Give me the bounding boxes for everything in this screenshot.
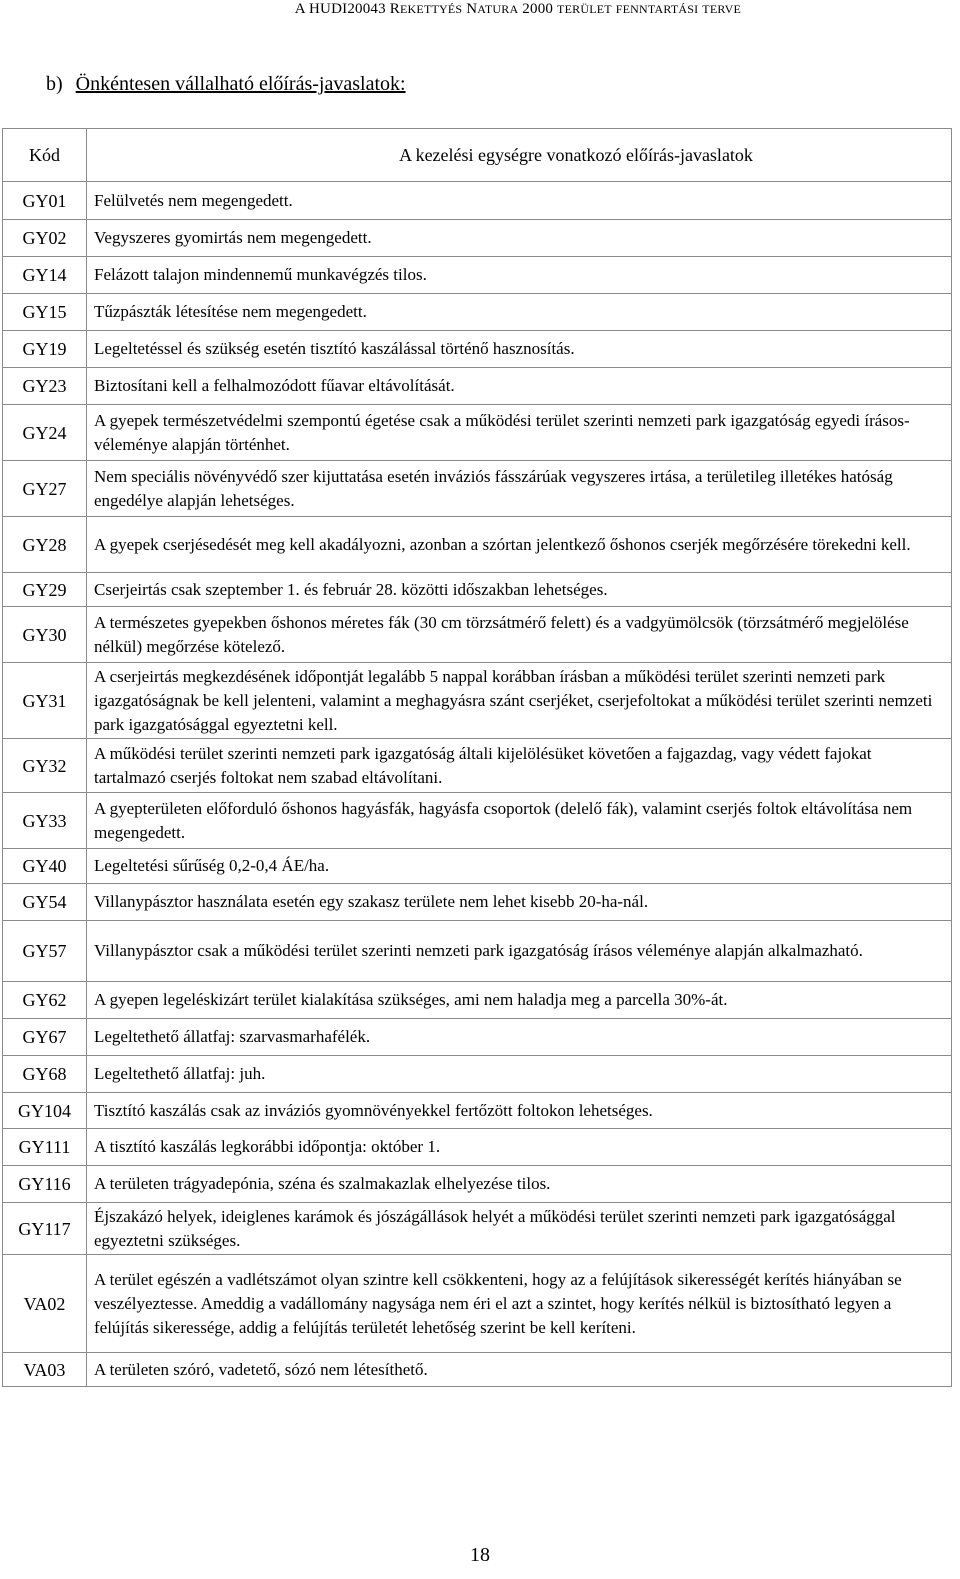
row-code: GY67 xyxy=(3,1019,87,1056)
table-row xyxy=(3,739,952,793)
table-row xyxy=(3,405,952,461)
row-code: GY01 xyxy=(3,182,87,220)
table-row xyxy=(3,1203,952,1255)
row-code: GY117 xyxy=(3,1203,87,1255)
row-code: GY31 xyxy=(3,663,87,739)
table-row xyxy=(3,921,952,982)
table-row xyxy=(3,884,952,921)
table-row xyxy=(3,368,952,405)
row-code: GY02 xyxy=(3,220,87,257)
row-code: GY68 xyxy=(3,1056,87,1093)
row-text: Felülvetés nem megengedett. xyxy=(87,182,952,220)
row-code: VA03 xyxy=(3,1353,87,1387)
row-text: A terület egészén a vadlétszámot olyan szintre kell csökkenteni, hogy az a felújítások sikerességét kerítés hiányában se veszélyeztesse. Ameddig a vadállomány nagysága nem éri el azt a szintet, hogy kerítés nélkül is biztosítható legyen a felújítás sikeressége, addig a felújítás területét lehetőség szerint be kell keríteni. xyxy=(87,1255,952,1353)
table-row xyxy=(3,1255,952,1353)
row-text: A működési terület szerinti nemzeti park igazgatóság általi kijelölésüket követően a fajgazdag, vagy védett fajokat tartalmazó cserjés foltokat nem szabad eltávolítani. xyxy=(87,739,952,793)
table-row xyxy=(3,1166,952,1203)
table-row xyxy=(3,220,952,257)
row-text: A gyepek cserjésedését meg kell akadályozni, azonban a szórtan jelentkező őshonos cserjék megőrzésére törekedni kell. xyxy=(87,517,952,573)
table-row xyxy=(3,294,952,331)
row-code: GY32 xyxy=(3,739,87,793)
table-row xyxy=(3,461,952,517)
table-row xyxy=(3,257,952,294)
table-row xyxy=(3,982,952,1019)
row-code: GY15 xyxy=(3,294,87,331)
row-code: GY28 xyxy=(3,517,87,573)
running-header xyxy=(295,0,741,18)
page-number: 18 xyxy=(470,1544,490,1566)
row-text: A területen trágyadepónia, széna és szalmakazlak elhelyezése tilos. xyxy=(87,1166,952,1203)
row-code: GY54 xyxy=(3,884,87,921)
table-row xyxy=(3,573,952,607)
row-code: GY111 xyxy=(3,1129,87,1166)
column-header-description: A kezelési egységre vonatkozó előírás-javaslatok xyxy=(87,129,952,182)
row-text: Legeltethető állatfaj: szarvasmarhafélék. xyxy=(87,1019,952,1056)
row-text: Felázott talajon mindennemű munkavégzés tilos. xyxy=(87,257,952,294)
row-text: Legeltetéssel és szükség esetén tisztító kaszálással történő hasznosítás. xyxy=(87,331,952,368)
table-row xyxy=(3,1093,952,1129)
row-text: A gyepen legeléskizárt terület kialakítása szükséges, ami nem haladja meg a parcella 30%-át. xyxy=(87,982,952,1019)
table-row xyxy=(3,607,952,663)
row-code: GY14 xyxy=(3,257,87,294)
table-row xyxy=(3,331,952,368)
row-code: GY33 xyxy=(3,793,87,849)
row-code: GY30 xyxy=(3,607,87,663)
section-heading xyxy=(46,72,406,96)
row-text: Tűzpászták létesítése nem megengedett. xyxy=(87,294,952,331)
row-text: Nem speciális növényvédő szer kijuttatása esetén inváziós fásszárúak vegyszeres irtása, a területileg illetékes hatóság engedélye alapján lehetséges. xyxy=(87,461,952,517)
row-code: GY27 xyxy=(3,461,87,517)
row-text: Éjszakázó helyek, ideiglenes karámok és jószágállások helyét a működési terület szerinti nemzeti park igazgatósággal egyeztetni szükséges. xyxy=(87,1203,952,1255)
row-text: Legeltethető állatfaj: juh. xyxy=(87,1056,952,1093)
row-code: GY104 xyxy=(3,1093,87,1129)
table-header-row xyxy=(3,129,952,182)
row-code: GY24 xyxy=(3,405,87,461)
row-code: GY116 xyxy=(3,1166,87,1203)
column-header-code: Kód xyxy=(3,129,87,182)
section-number: b) xyxy=(46,73,63,95)
row-code: GY40 xyxy=(3,849,87,884)
row-text: Biztosítani kell a felhalmozódott fűavar eltávolítását. xyxy=(87,368,952,405)
row-text: Villanypásztor használata esetén egy szakasz területe nem lehet kisebb 20-ha-nál. xyxy=(87,884,952,921)
row-code: GY29 xyxy=(3,573,87,607)
table-row xyxy=(3,517,952,573)
row-text: Tisztító kaszálás csak az inváziós gyomnövényekkel fertőzött foltokon lehetséges. xyxy=(87,1093,952,1129)
table-row xyxy=(3,663,952,739)
prescription-table xyxy=(2,128,952,1387)
row-code: GY57 xyxy=(3,921,87,982)
row-code: GY19 xyxy=(3,331,87,368)
row-text: A tisztító kaszálás legkorábbi időpontja: október 1. xyxy=(87,1129,952,1166)
table-row xyxy=(3,793,952,849)
row-text: A területen szóró, vadetető, sózó nem létesíthető. xyxy=(87,1353,952,1387)
row-text: Cserjeirtás csak szeptember 1. és február 28. közötti időszakban lehetséges. xyxy=(87,573,952,607)
row-code: GY62 xyxy=(3,982,87,1019)
table-row xyxy=(3,1129,952,1166)
row-text: A természetes gyepekben őshonos méretes fák (30 cm törzsátmérő felett) és a vadgyümölcsök (törzsátmérő megjelölése nélkül) megőrzése kötelező. xyxy=(87,607,952,663)
table-row xyxy=(3,182,952,220)
table-row xyxy=(3,1353,952,1387)
row-code: VA02 xyxy=(3,1255,87,1353)
row-code: GY23 xyxy=(3,368,87,405)
table-row xyxy=(3,849,952,884)
row-text: A gyepterületen előforduló őshonos hagyásfák, hagyásfa csoportok (delelő fák), valamint cserjés foltok eltávolítása nem megengedett. xyxy=(87,793,952,849)
section-title: Önkéntesen vállalható előírás-javaslatok: xyxy=(75,73,406,95)
row-text: A cserjeirtás megkezdésének időpontját legalább 5 nappal korábban írásban a működési terület szerinti nemzeti park igazgatóságnak be kell jelenteni, valamint a meghagyásra szánt cserjéket, cserjefoltokat a működési terület szerinti nemzeti park igazgatósággal egyeztetni kell. xyxy=(87,663,952,739)
row-text: Villanypásztor csak a működési terület szerinti nemzeti park igazgatóság írásos véleménye alapján alkalmazható. xyxy=(87,921,952,982)
row-text: Legeltetési sűrűség 0,2-0,4 ÁE/ha. xyxy=(87,849,952,884)
running-header-text: A HUDI20043 REKETTYÉS NATURA 2000 TERÜLET FENNTARTÁSI TERVE xyxy=(294,1,741,17)
table-row xyxy=(3,1019,952,1056)
row-text: Vegyszeres gyomirtás nem megengedett. xyxy=(87,220,952,257)
table-row xyxy=(3,1056,952,1093)
row-text: A gyepek természetvédelmi szempontú égetése csak a működési terület szerinti nemzeti park igazgatóság egyedi írásos-véleménye alapján történhet. xyxy=(87,405,952,461)
